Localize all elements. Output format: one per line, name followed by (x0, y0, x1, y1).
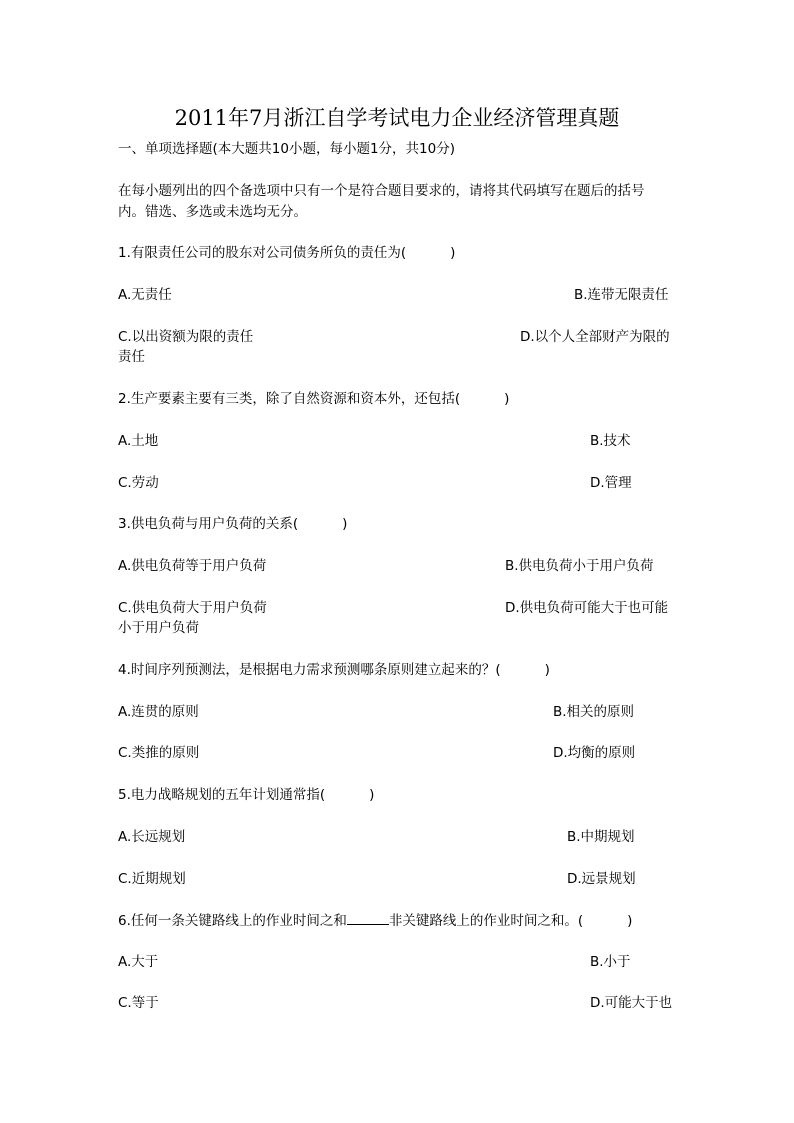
page-title: 2011年7月浙江自学考试电力企业经济管理真题 (174, 106, 620, 130)
question-6-option-d: D.可能大于也 (590, 995, 673, 1011)
question-2-option-d: D.管理 (590, 475, 632, 491)
question-6-option-a: A.大于 (118, 954, 159, 970)
question-5-option-a: A.长远规划 (118, 829, 186, 845)
instructions-line-2: 内。错选、多选或未选均无分。 (118, 204, 307, 220)
question-3-option-d: D.供电负荷可能大于也可能 (505, 600, 669, 616)
question-4-stem: 4.时间序列预测法，是根据电力需求预测哪条原则建立起来的？( ) (118, 662, 550, 678)
question-4-option-a: A.连贯的原则 (118, 704, 199, 720)
question-6-option-c: C.等于 (118, 995, 159, 1011)
question-6-stem: 6.任何一条关键路线上的作业时间之和 非关键路线上的作业时间之和。( ) (118, 910, 632, 931)
fill-in-blank-underline (347, 910, 389, 925)
question-2-option-b: B.技术 (590, 433, 631, 449)
question-5-option-d: D.远景规划 (567, 871, 636, 887)
question-2-stem: 2.生产要素主要有三类，除了自然资源和资本外，还包括( ) (118, 391, 510, 407)
question-3-option-b: B.供电负荷小于用户负荷 (505, 558, 654, 574)
question-4-option-b: B.相关的原则 (553, 704, 635, 720)
question-6-option-b: B.小于 (590, 954, 631, 970)
question-1-option-b: B.连带无限责任 (574, 287, 669, 303)
question-1-stem: 1.有限责任公司的股东对公司债务所负的责任为( ) (118, 245, 456, 261)
question-2-option-c: C.劳动 (118, 475, 159, 491)
section-heading: 一、单项选择题(本大题共10小题，每小题1分，共10分) (118, 141, 455, 157)
question-3-option-a: A.供电负荷等于用户负荷 (118, 558, 267, 574)
question-3-option-c: C.供电负荷大于用户负荷 (118, 600, 267, 616)
question-5-option-b: B.中期规划 (567, 829, 635, 845)
question-2-option-a: A.土地 (118, 433, 159, 449)
question-4-option-d: D.均衡的原则 (553, 745, 636, 761)
instructions-line-1: 在每小题列出的四个备选项中只有一个是符合题目要求的，请将其代码填写在题后的括号 (118, 183, 645, 199)
question-3-option-d-continued: 小于用户负荷 (118, 620, 199, 636)
question-1-option-d-continued: 责任 (118, 349, 145, 365)
question-4-option-c: C.类推的原则 (118, 745, 200, 761)
question-1-option-a: A.无责任 (118, 287, 172, 303)
question-5-option-c: C.近期规划 (118, 871, 186, 887)
question-5-stem: 5.电力战略规划的五年计划通常指( ) (118, 787, 375, 803)
question-1-option-c: C.以出资额为限的责任 (118, 329, 254, 345)
question-1-option-d: D.以个人全部财产为限的 (520, 329, 670, 345)
question-3-stem: 3.供电负荷与用户负荷的关系( ) (118, 516, 348, 532)
